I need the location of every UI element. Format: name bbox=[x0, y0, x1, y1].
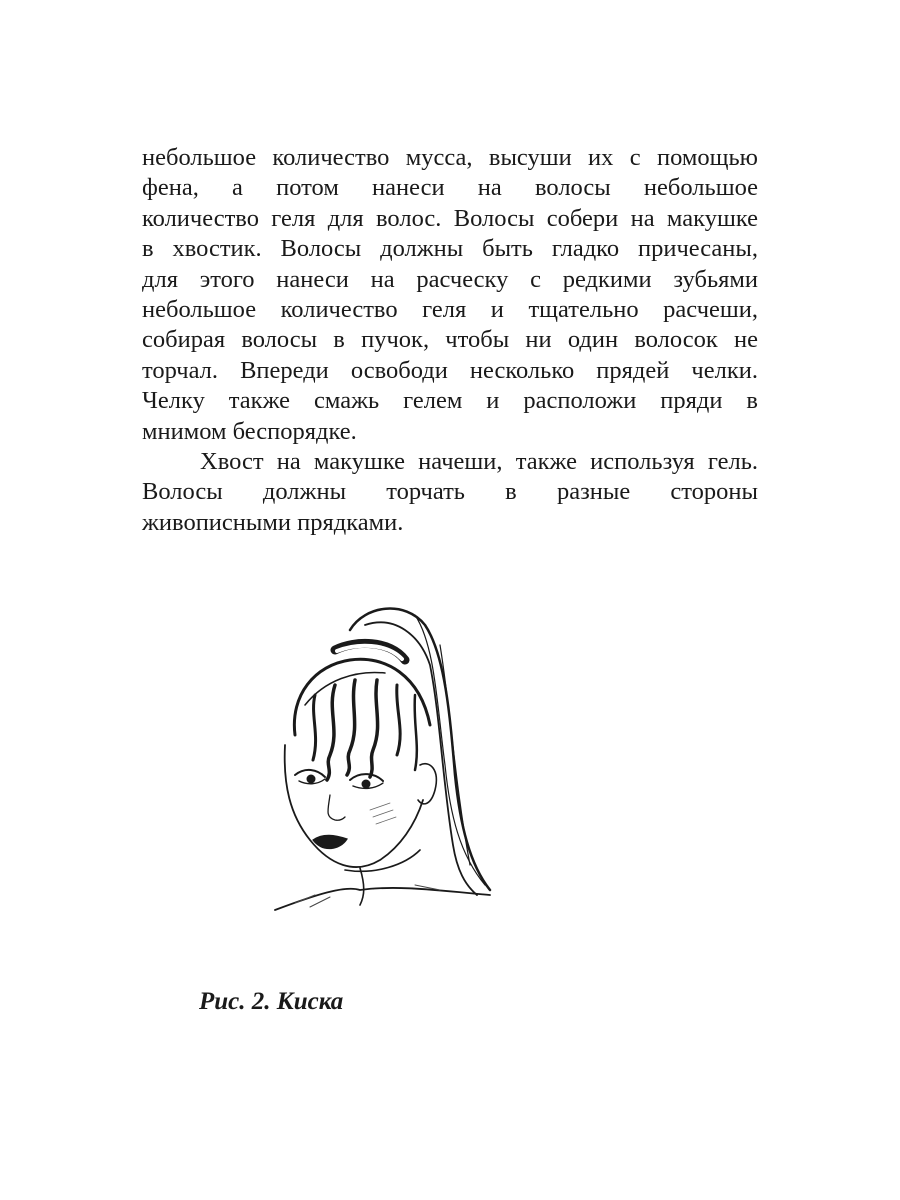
text-line: Волосы должны торчать в разные стороны bbox=[142, 478, 758, 506]
text-line: небольшое количество геля и тщательно расчеши, bbox=[142, 295, 758, 323]
text-line: мнимом беспорядке. bbox=[142, 417, 357, 445]
text-line: торчал. Впереди освободи несколько прядей челки. bbox=[142, 356, 758, 384]
text-line: небольшое количество мусса, высуши их с помощью bbox=[142, 144, 758, 171]
text-line: Хвост на макушке начеши, также используя гель. bbox=[200, 447, 758, 475]
body-text bbox=[142, 143, 758, 538]
text-line: фена, а потом нанеси на волосы небольшое bbox=[142, 174, 758, 202]
text-line: в хвостик. Волосы должны быть гладко причесаны, bbox=[142, 235, 758, 263]
text-line: Челку также смажь гелем и расположи пряди в bbox=[142, 387, 758, 415]
text-line: живописными прядками. bbox=[142, 508, 404, 536]
text-line: собирая волосы в пучок, чтобы ни один волосок не bbox=[142, 326, 758, 354]
text-line: количество геля для волос. Волосы собери на макушке bbox=[142, 204, 758, 232]
figure-illustration bbox=[255, 585, 505, 915]
text-line: для этого нанеси на расческу с редкими зубьями bbox=[142, 265, 758, 293]
figure-caption: Рис. 2. Киска bbox=[199, 988, 344, 1015]
